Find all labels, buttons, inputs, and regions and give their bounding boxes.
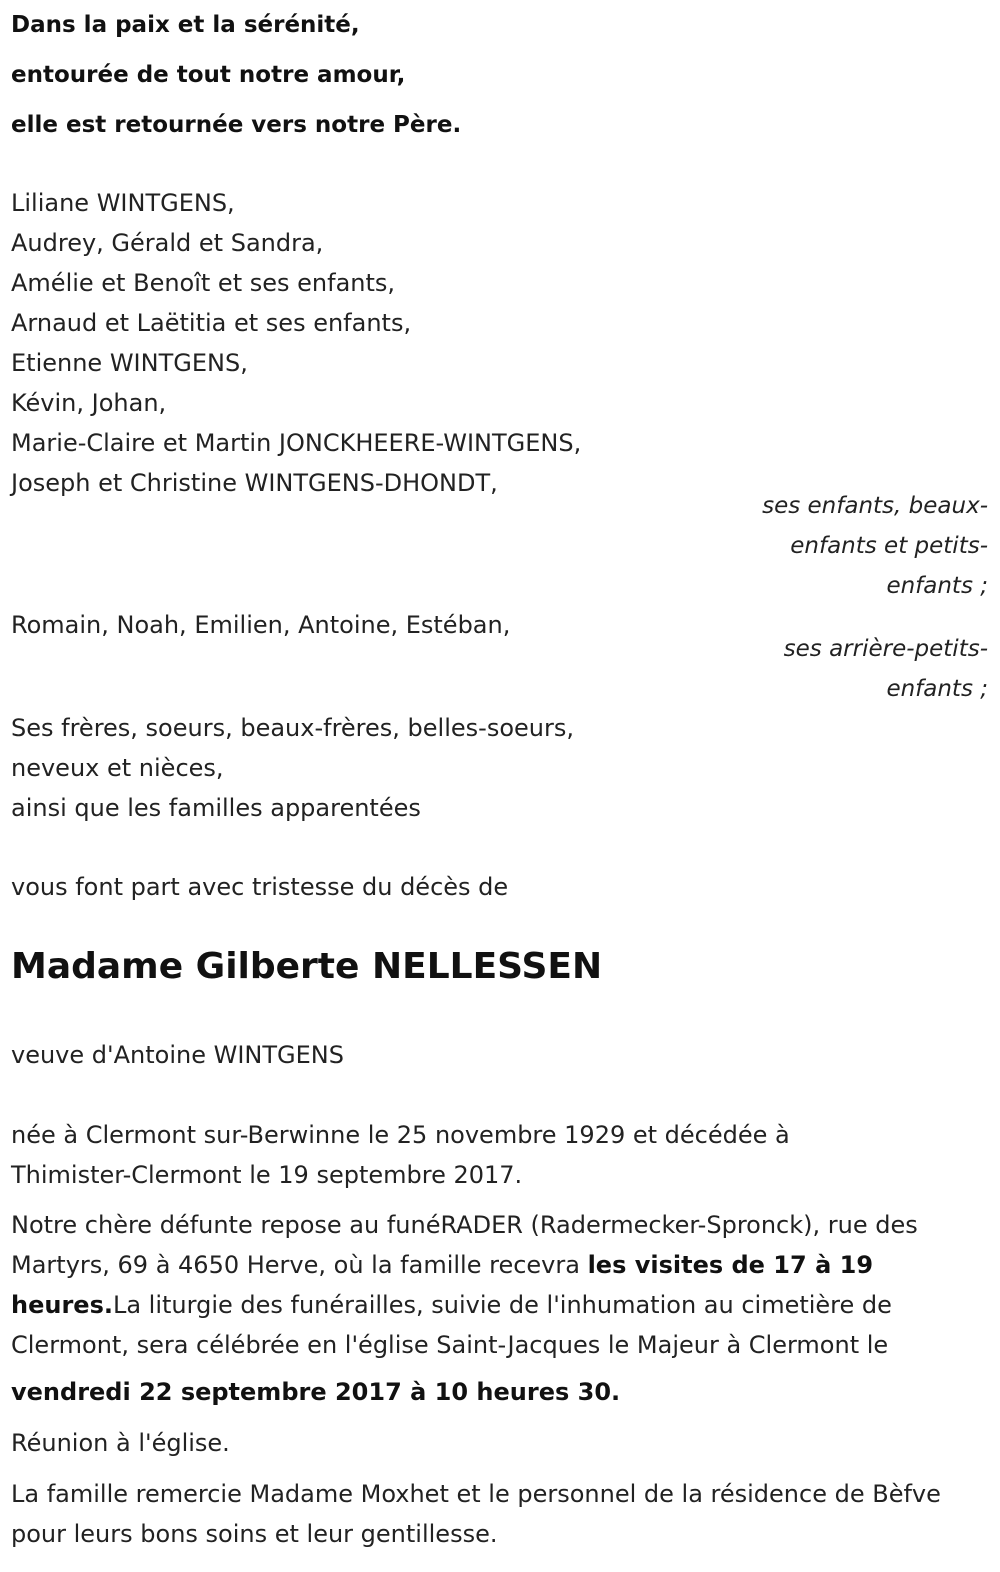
family-line: Amélie et Benoît et ses enfants, [11, 269, 396, 297]
relatives-line: ainsi que les familles apparentées [11, 794, 421, 822]
family-line: Kévin, Johan, [11, 389, 167, 417]
funeral-details-paragraph [11, 1205, 986, 1365]
family-line: Marie-Claire et Martin JONCKHEERE-WINTGENS, [11, 429, 582, 457]
visits-hours-text: les visites de 17 à 19 heures. [11, 1251, 874, 1319]
role-children-line: enfants et petits- [790, 533, 988, 559]
birth-death-line: née à Clermont sur-Berwinne le 25 novembre 1929 et décédée à [11, 1121, 790, 1149]
relatives-line: neveux et nièces, [11, 754, 224, 782]
thanks-paragraph: La famille remercie Madame Moxhet et le personnel de la résidence de Bèfve pour leurs bons soins et leur gentillesse. [11, 1480, 941, 1548]
role-great-grandchildren-line: enfants ; [886, 676, 988, 702]
intro-line-3: elle est retournée vers notre Père. [11, 112, 462, 138]
widow-of-text: veuve d'Antoine WINTGENS [11, 1041, 344, 1069]
role-children-line: enfants ; [886, 573, 988, 599]
meeting-text: Réunion à l'église. [11, 1429, 230, 1457]
relatives-line: Ses frères, soeurs, beaux-frères, belles-soeurs, [11, 714, 574, 742]
great-grandchildren-line: Romain, Noah, Emilien, Antoine, Estéban, [11, 611, 511, 639]
family-line: Joseph et Christine WINTGENS-DHONDT, [11, 469, 498, 497]
family-line: Audrey, Gérald et Sandra, [11, 229, 324, 257]
announcement-text: vous font part avec tristesse du décès de [11, 873, 509, 901]
role-great-grandchildren-line: ses arrière-petits- [783, 636, 988, 662]
role-children-line: ses enfants, beaux- [762, 493, 988, 519]
deceased-name: Madame Gilberte NELLESSEN [11, 946, 603, 987]
family-line: Etienne WINTGENS, [11, 349, 248, 377]
intro-line-1: Dans la paix et la sérénité, [11, 12, 360, 38]
funeral-date [11, 1378, 620, 1406]
funeral-date-text: vendredi 22 septembre 2017 à 10 heures 30. [11, 1378, 621, 1406]
family-line: Liliane WINTGENS, [11, 189, 235, 217]
family-line: Arnaud et Laëtitia et ses enfants, [11, 309, 412, 337]
birth-death-line: Thimister-Clermont le 19 septembre 2017. [11, 1161, 523, 1189]
funeral-details-text-1: Notre chère défunte repose au funéRADER (Radermecker-Spronck), rue des Martyrs, 69 à 4650 Herve, où la famille recevra [11, 1211, 918, 1279]
intro-line-2: entourée de tout notre amour, [11, 62, 406, 88]
funeral-details-text-2: La liturgie des funérailles, suivie de l'inhumation au cimetière de Clermont, sera célébrée en l'église Saint-Jacques le Majeur à Clermont le [11, 1291, 892, 1359]
